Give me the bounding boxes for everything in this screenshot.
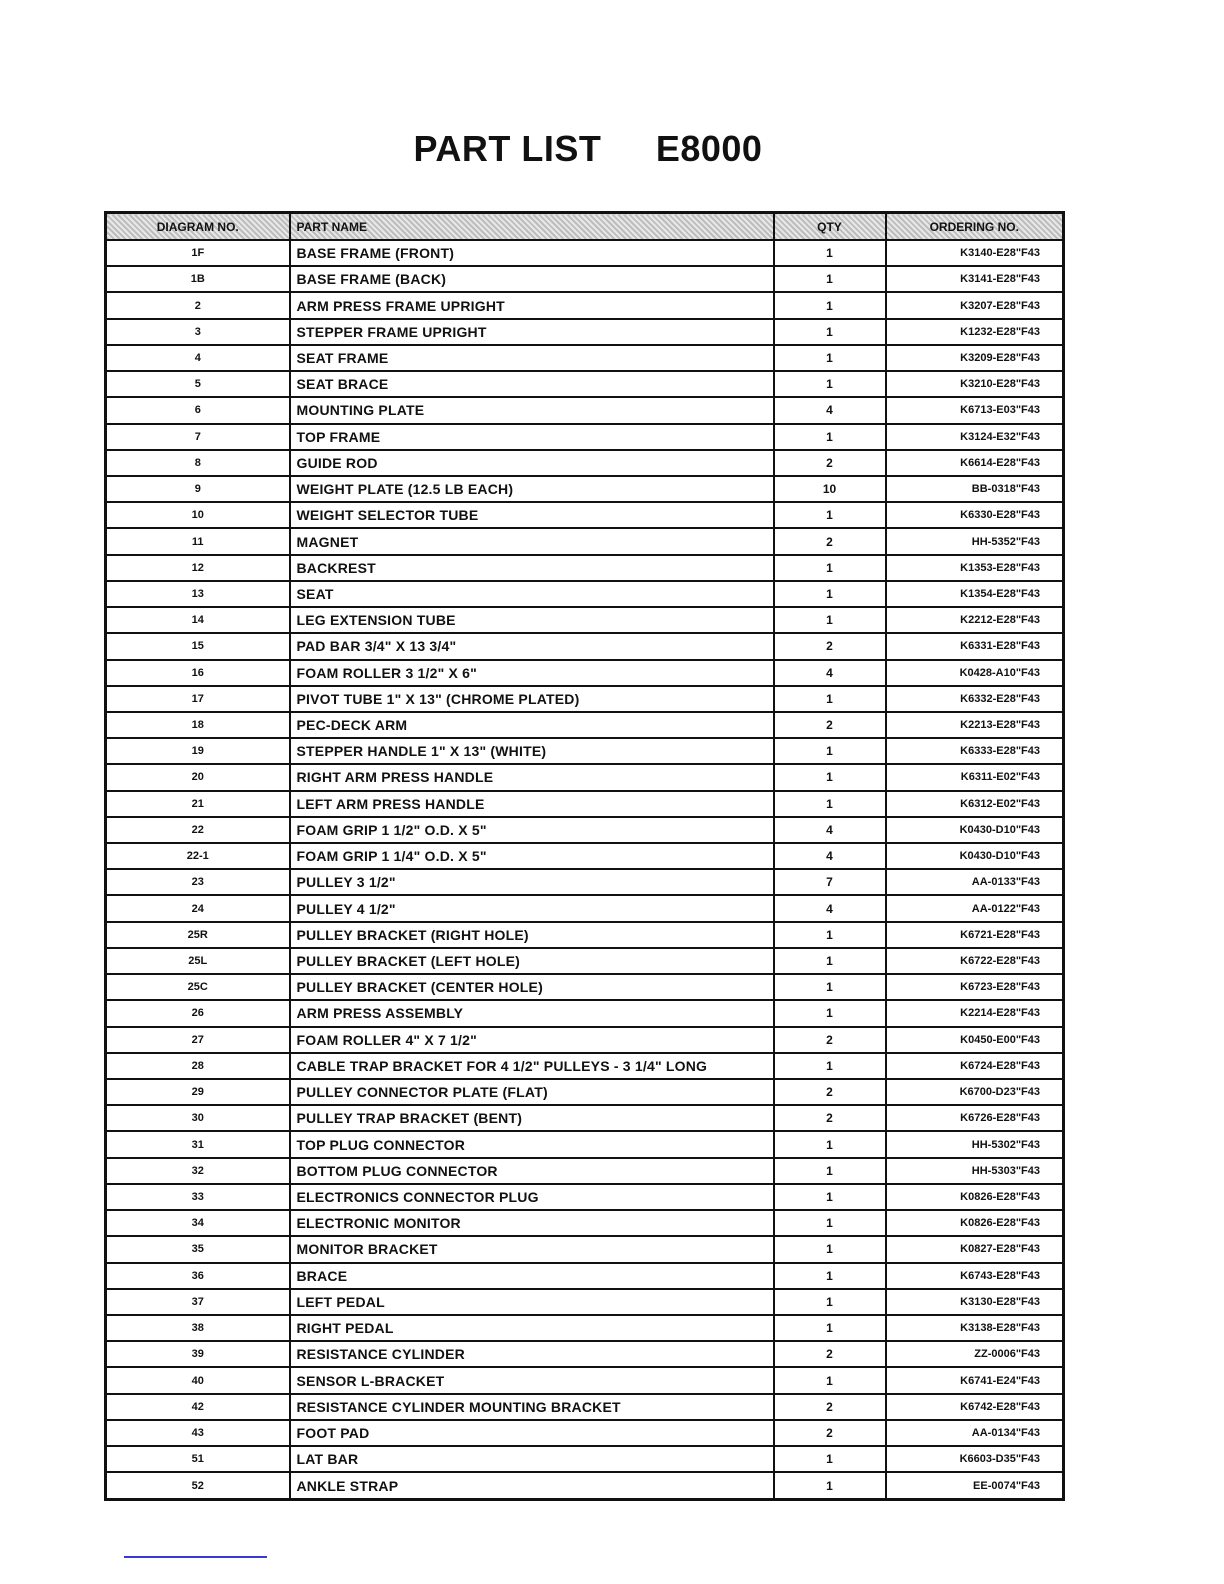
part-name-cell: SEAT FRAME	[290, 345, 774, 371]
qty-cell: 1	[774, 502, 886, 528]
table-row	[106, 791, 1064, 817]
table-row	[106, 1420, 1064, 1446]
header-ordering-no: ORDERING NO.	[886, 213, 1064, 241]
ordering-no-cell: K2214-E28"F43	[886, 1000, 1064, 1026]
title-text: PART LIST	[413, 128, 602, 169]
diagram-no-cell: 4	[106, 345, 290, 371]
ordering-no-cell: K6723-E28"F43	[886, 974, 1064, 1000]
table-row	[106, 922, 1064, 948]
part-name-cell: PULLEY CONNECTOR PLATE (FLAT)	[290, 1079, 774, 1105]
diagram-no-cell: 9	[106, 476, 290, 502]
part-name-cell: ARM PRESS ASSEMBLY	[290, 1000, 774, 1026]
ordering-no-cell: BB-0318"F43	[886, 476, 1064, 502]
diagram-no-cell: 26	[106, 1000, 290, 1026]
part-name-cell: RIGHT PEDAL	[290, 1315, 774, 1341]
part-name-cell: STEPPER FRAME UPRIGHT	[290, 319, 774, 345]
qty-cell: 1	[774, 948, 886, 974]
diagram-no-cell: 3	[106, 319, 290, 345]
part-name-cell: ANKLE STRAP	[290, 1472, 774, 1499]
diagram-no-cell: 25C	[106, 974, 290, 1000]
ordering-no-cell: K2212-E28"F43	[886, 607, 1064, 633]
ordering-no-cell: K6332-E28"F43	[886, 686, 1064, 712]
part-name-cell: LEFT PEDAL	[290, 1289, 774, 1315]
table-row	[106, 1263, 1064, 1289]
qty-cell: 1	[774, 1236, 886, 1262]
part-name-cell: SEAT BRACE	[290, 371, 774, 397]
part-name-cell: PAD BAR 3/4" X 13 3/4"	[290, 633, 774, 659]
part-name-cell: MAGNET	[290, 528, 774, 554]
part-name-cell: WEIGHT SELECTOR TUBE	[290, 502, 774, 528]
diagram-no-cell: 10	[106, 502, 290, 528]
table-row	[106, 817, 1064, 843]
table-row	[106, 1289, 1064, 1315]
diagram-no-cell: 32	[106, 1158, 290, 1184]
table-row	[106, 764, 1064, 790]
ordering-no-cell: K1232-E28"F43	[886, 319, 1064, 345]
table-body	[106, 240, 1064, 1500]
diagram-no-cell: 37	[106, 1289, 290, 1315]
table-row	[106, 266, 1064, 292]
qty-cell: 1	[774, 764, 886, 790]
qty-cell: 10	[774, 476, 886, 502]
ordering-no-cell: K6713-E03"F43	[886, 397, 1064, 423]
part-name-cell: PULLEY TRAP BRACKET (BENT)	[290, 1105, 774, 1131]
table-row	[106, 1472, 1064, 1499]
diagram-no-cell: 1F	[106, 240, 290, 266]
qty-cell: 1	[774, 292, 886, 318]
qty-cell: 1	[774, 791, 886, 817]
qty-cell: 4	[774, 660, 886, 686]
diagram-no-cell: 12	[106, 555, 290, 581]
ordering-no-cell: HH-5303"F43	[886, 1158, 1064, 1184]
ordering-no-cell: K6312-E02"F43	[886, 791, 1064, 817]
table-row	[106, 1027, 1064, 1053]
part-name-cell: FOAM ROLLER 4" X 7 1/2"	[290, 1027, 774, 1053]
table-row	[106, 607, 1064, 633]
ordering-no-cell: K6741-E24"F43	[886, 1367, 1064, 1393]
qty-cell: 1	[774, 1000, 886, 1026]
table-row	[106, 1184, 1064, 1210]
ordering-no-cell: K1354-E28"F43	[886, 581, 1064, 607]
page-title	[0, 128, 1176, 170]
ordering-no-cell: AA-0122"F43	[886, 895, 1064, 921]
ordering-no-cell: K0430-D10"F43	[886, 817, 1064, 843]
part-name-cell: TOP FRAME	[290, 424, 774, 450]
qty-cell: 1	[774, 1053, 886, 1079]
qty-cell: 1	[774, 581, 886, 607]
diagram-no-cell: 42	[106, 1394, 290, 1420]
part-name-cell: PULLEY BRACKET (LEFT HOLE)	[290, 948, 774, 974]
qty-cell: 1	[774, 1315, 886, 1341]
qty-cell: 1	[774, 1367, 886, 1393]
table-row	[106, 1394, 1064, 1420]
table-row	[106, 1315, 1064, 1341]
table-row	[106, 686, 1064, 712]
diagram-no-cell: 25R	[106, 922, 290, 948]
ordering-no-cell: K0826-E28"F43	[886, 1184, 1064, 1210]
part-name-cell: ARM PRESS FRAME UPRIGHT	[290, 292, 774, 318]
part-name-cell: PEC-DECK ARM	[290, 712, 774, 738]
qty-cell: 7	[774, 869, 886, 895]
table-row	[106, 555, 1064, 581]
table-row	[106, 1053, 1064, 1079]
part-name-cell: FOAM ROLLER 3 1/2" X 6"	[290, 660, 774, 686]
qty-cell: 1	[774, 922, 886, 948]
ordering-no-cell: K3124-E32"F43	[886, 424, 1064, 450]
qty-cell: 1	[774, 686, 886, 712]
diagram-no-cell: 35	[106, 1236, 290, 1262]
ordering-no-cell: K6603-D35"F43	[886, 1446, 1064, 1472]
table-row	[106, 397, 1064, 423]
qty-cell: 4	[774, 843, 886, 869]
ordering-no-cell: K6614-E28"F43	[886, 450, 1064, 476]
qty-cell: 2	[774, 1341, 886, 1367]
table-row	[106, 948, 1064, 974]
diagram-no-cell: 7	[106, 424, 290, 450]
diagram-no-cell: 25L	[106, 948, 290, 974]
diagram-no-cell: 20	[106, 764, 290, 790]
qty-cell: 1	[774, 1263, 886, 1289]
table-row	[106, 1105, 1064, 1131]
part-name-cell: LEG EXTENSION TUBE	[290, 607, 774, 633]
qty-cell: 1	[774, 974, 886, 1000]
diagram-no-cell: 17	[106, 686, 290, 712]
diagram-no-cell: 6	[106, 397, 290, 423]
part-name-cell: STEPPER HANDLE 1" X 13" (WHITE)	[290, 738, 774, 764]
parts-table	[104, 211, 1065, 1501]
part-name-cell: SEAT	[290, 581, 774, 607]
part-name-cell: MOUNTING PLATE	[290, 397, 774, 423]
table-row	[106, 660, 1064, 686]
ordering-no-cell: K6700-D23"F43	[886, 1079, 1064, 1105]
header-diagram-no: DIAGRAM NO.	[106, 213, 290, 241]
table-row	[106, 1079, 1064, 1105]
part-name-cell: RIGHT ARM PRESS HANDLE	[290, 764, 774, 790]
qty-cell: 4	[774, 397, 886, 423]
table-row	[106, 843, 1064, 869]
table-row	[106, 869, 1064, 895]
part-name-cell: LEFT ARM PRESS HANDLE	[290, 791, 774, 817]
part-name-cell: BASE FRAME (FRONT)	[290, 240, 774, 266]
ordering-no-cell: K6331-E28"F43	[886, 633, 1064, 659]
qty-cell: 1	[774, 1158, 886, 1184]
ordering-no-cell: K0428-A10"F43	[886, 660, 1064, 686]
ordering-no-cell: K3130-E28"F43	[886, 1289, 1064, 1315]
qty-cell: 1	[774, 555, 886, 581]
diagram-no-cell: 43	[106, 1420, 290, 1446]
ordering-no-cell: K3210-E28"F43	[886, 371, 1064, 397]
part-name-cell: LAT BAR	[290, 1446, 774, 1472]
ordering-no-cell: K6742-E28"F43	[886, 1394, 1064, 1420]
qty-cell: 1	[774, 607, 886, 633]
ordering-no-cell: K6722-E28"F43	[886, 948, 1064, 974]
part-name-cell: BRACE	[290, 1263, 774, 1289]
diagram-no-cell: 31	[106, 1131, 290, 1157]
ordering-no-cell: HH-5352"F43	[886, 528, 1064, 554]
qty-cell: 1	[774, 738, 886, 764]
qty-cell: 1	[774, 371, 886, 397]
qty-cell: 1	[774, 1184, 886, 1210]
table-row	[106, 240, 1064, 266]
table-row	[106, 581, 1064, 607]
part-name-cell: PULLEY BRACKET (CENTER HOLE)	[290, 974, 774, 1000]
part-name-cell: GUIDE ROD	[290, 450, 774, 476]
qty-cell: 1	[774, 424, 886, 450]
diagram-no-cell: 36	[106, 1263, 290, 1289]
ordering-no-cell: HH-5302"F43	[886, 1131, 1064, 1157]
table-row	[106, 424, 1064, 450]
part-name-cell: WEIGHT PLATE (12.5 LB EACH)	[290, 476, 774, 502]
table-row	[106, 1158, 1064, 1184]
ordering-no-cell: K1353-E28"F43	[886, 555, 1064, 581]
qty-cell: 1	[774, 1472, 886, 1499]
qty-cell: 4	[774, 895, 886, 921]
qty-cell: 2	[774, 1027, 886, 1053]
diagram-no-cell: 40	[106, 1367, 290, 1393]
footer-rule	[124, 1556, 267, 1558]
ordering-no-cell: K3138-E28"F43	[886, 1315, 1064, 1341]
diagram-no-cell: 14	[106, 607, 290, 633]
table-row	[106, 371, 1064, 397]
diagram-no-cell: 15	[106, 633, 290, 659]
table-row	[106, 712, 1064, 738]
part-name-cell: BACKREST	[290, 555, 774, 581]
qty-cell: 2	[774, 450, 886, 476]
qty-cell: 4	[774, 817, 886, 843]
header-part-name: PART NAME	[290, 213, 774, 241]
ordering-no-cell: K6743-E28"F43	[886, 1263, 1064, 1289]
table-row	[106, 292, 1064, 318]
ordering-no-cell: K6330-E28"F43	[886, 502, 1064, 528]
diagram-no-cell: 28	[106, 1053, 290, 1079]
table-row	[106, 633, 1064, 659]
ordering-no-cell: K3141-E28"F43	[886, 266, 1064, 292]
part-name-cell: FOAM GRIP 1 1/2" O.D. X 5"	[290, 817, 774, 843]
diagram-no-cell: 1B	[106, 266, 290, 292]
diagram-no-cell: 27	[106, 1027, 290, 1053]
diagram-no-cell: 21	[106, 791, 290, 817]
ordering-no-cell: K3140-E28"F43	[886, 240, 1064, 266]
part-name-cell: PIVOT TUBE 1" X 13" (CHROME PLATED)	[290, 686, 774, 712]
diagram-no-cell: 11	[106, 528, 290, 554]
diagram-no-cell: 19	[106, 738, 290, 764]
diagram-no-cell: 24	[106, 895, 290, 921]
qty-cell: 1	[774, 1210, 886, 1236]
table-row	[106, 450, 1064, 476]
ordering-no-cell: K0430-D10"F43	[886, 843, 1064, 869]
diagram-no-cell: 22-1	[106, 843, 290, 869]
table-row	[106, 319, 1064, 345]
diagram-no-cell: 22	[106, 817, 290, 843]
qty-cell: 2	[774, 712, 886, 738]
diagram-no-cell: 29	[106, 1079, 290, 1105]
part-name-cell: SENSOR L-BRACKET	[290, 1367, 774, 1393]
part-name-cell: ELECTRONIC MONITOR	[290, 1210, 774, 1236]
diagram-no-cell: 52	[106, 1472, 290, 1499]
table-row	[106, 528, 1064, 554]
diagram-no-cell: 33	[106, 1184, 290, 1210]
ordering-no-cell: AA-0134"F43	[886, 1420, 1064, 1446]
part-name-cell: CABLE TRAP BRACKET FOR 4 1/2" PULLEYS - 3 1/4" LONG	[290, 1053, 774, 1079]
part-name-cell: MONITOR BRACKET	[290, 1236, 774, 1262]
qty-cell: 1	[774, 345, 886, 371]
diagram-no-cell: 13	[106, 581, 290, 607]
table-row	[106, 738, 1064, 764]
diagram-no-cell: 38	[106, 1315, 290, 1341]
table-row	[106, 895, 1064, 921]
qty-cell: 1	[774, 240, 886, 266]
ordering-no-cell: K0826-E28"F43	[886, 1210, 1064, 1236]
diagram-no-cell: 39	[106, 1341, 290, 1367]
qty-cell: 1	[774, 1131, 886, 1157]
diagram-no-cell: 34	[106, 1210, 290, 1236]
table-row	[106, 502, 1064, 528]
table-header	[106, 213, 1064, 241]
table-row	[106, 1000, 1064, 1026]
ordering-no-cell: K2213-E28"F43	[886, 712, 1064, 738]
diagram-no-cell: 8	[106, 450, 290, 476]
ordering-no-cell: K3209-E28"F43	[886, 345, 1064, 371]
header-qty: QTY	[774, 213, 886, 241]
qty-cell: 2	[774, 1079, 886, 1105]
diagram-no-cell: 16	[106, 660, 290, 686]
qty-cell: 1	[774, 1446, 886, 1472]
diagram-no-cell: 2	[106, 292, 290, 318]
qty-cell: 1	[774, 1289, 886, 1315]
part-name-cell: ELECTRONICS CONNECTOR PLUG	[290, 1184, 774, 1210]
ordering-no-cell: K6724-E28"F43	[886, 1053, 1064, 1079]
diagram-no-cell: 51	[106, 1446, 290, 1472]
qty-cell: 2	[774, 1420, 886, 1446]
table-row	[106, 1210, 1064, 1236]
diagram-no-cell: 30	[106, 1105, 290, 1131]
ordering-no-cell: K6311-E02"F43	[886, 764, 1064, 790]
table-row	[106, 1236, 1064, 1262]
table-row	[106, 1131, 1064, 1157]
part-name-cell: TOP PLUG CONNECTOR	[290, 1131, 774, 1157]
ordering-no-cell: EE-0074"F43	[886, 1472, 1064, 1499]
qty-cell: 2	[774, 1394, 886, 1420]
ordering-no-cell: ZZ-0006"F43	[886, 1341, 1064, 1367]
table-row	[106, 476, 1064, 502]
qty-cell: 2	[774, 528, 886, 554]
qty-cell: 1	[774, 266, 886, 292]
model-number: E8000	[655, 128, 763, 169]
part-name-cell: PULLEY 3 1/2"	[290, 869, 774, 895]
qty-cell: 2	[774, 633, 886, 659]
table-row	[106, 345, 1064, 371]
ordering-no-cell: AA-0133"F43	[886, 869, 1064, 895]
ordering-no-cell: K6721-E28"F43	[886, 922, 1064, 948]
table-row	[106, 1446, 1064, 1472]
ordering-no-cell: K6726-E28"F43	[886, 1105, 1064, 1131]
part-name-cell: BASE FRAME (BACK)	[290, 266, 774, 292]
ordering-no-cell: K3207-E28"F43	[886, 292, 1064, 318]
part-name-cell: FOAM GRIP 1 1/4" O.D. X 5"	[290, 843, 774, 869]
table-row	[106, 1367, 1064, 1393]
diagram-no-cell: 5	[106, 371, 290, 397]
ordering-no-cell: K6333-E28"F43	[886, 738, 1064, 764]
part-name-cell: FOOT PAD	[290, 1420, 774, 1446]
part-name-cell: RESISTANCE CYLINDER MOUNTING BRACKET	[290, 1394, 774, 1420]
diagram-no-cell: 23	[106, 869, 290, 895]
diagram-no-cell: 18	[106, 712, 290, 738]
part-name-cell: BOTTOM PLUG CONNECTOR	[290, 1158, 774, 1184]
qty-cell: 1	[774, 319, 886, 345]
table-row	[106, 974, 1064, 1000]
table-row	[106, 1341, 1064, 1367]
part-name-cell: PULLEY 4 1/2"	[290, 895, 774, 921]
ordering-no-cell: K0827-E28"F43	[886, 1236, 1064, 1262]
part-name-cell: PULLEY BRACKET (RIGHT HOLE)	[290, 922, 774, 948]
qty-cell: 2	[774, 1105, 886, 1131]
part-name-cell: RESISTANCE CYLINDER	[290, 1341, 774, 1367]
ordering-no-cell: K0450-E00"F43	[886, 1027, 1064, 1053]
